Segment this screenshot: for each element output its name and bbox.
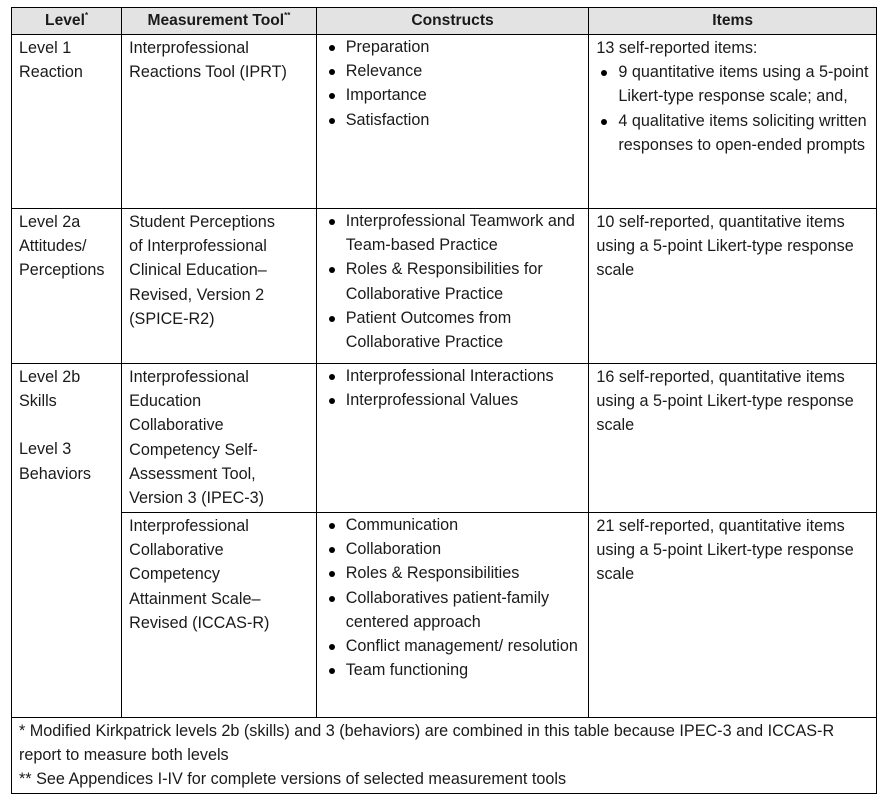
header-constructs: Constructs [316,8,589,35]
list-item: Roles & Responsibilities for Collaborative Practice [324,257,582,305]
tool-cell: Student Perceptions of Interprofessional Clinical Education– Revised, Version 2 (SPICE-R2) [122,209,317,364]
footnote-marker: * [84,11,89,20]
list-item: Patient Outcomes from Collaborative Practice [324,306,582,354]
list-item: Interprofessional Values [324,388,582,412]
list-item: Relevance [324,59,582,83]
bullet-icon [329,596,335,602]
constructs-cell [316,364,589,513]
list-item: Preparation [324,35,582,59]
list-item: 4 qualitative items soliciting written responses to open-ended prompts [596,109,869,157]
list-item: 9 quantitative items using a 5-point Likert-type response scale; and, [596,60,869,108]
constructs-cell [316,35,589,209]
measurement-tools-table [11,7,877,794]
list-item: Communication [324,513,582,537]
table-row [12,364,877,513]
tool-cell: Interprofessional Reactions Tool (IPRT) [122,35,317,209]
list-item: Team functioning [324,658,582,682]
table-row [12,513,877,718]
constructs-cell [316,513,589,718]
bullet-icon [329,374,335,380]
items-cell: 21 self-reported, quantitative items using a 5-point Likert-type response scale [589,513,877,718]
list-item: Importance [324,83,582,107]
footnote-levels: * Modified Kirkpatrick levels 2b (skills) and 3 (behaviors) are combined in this table because IPEC-3 and ICCAS-R report to measure both levels [19,722,835,764]
tool-cell: Interprofessional Collaborative Competency Attainment Scale– Revised (ICCAS-R) [122,513,317,718]
footnote-appendices: ** See Appendices I-IV for complete versions of selected measurement tools [19,770,567,788]
header-measurement-tool: Measurement Tool** [122,8,317,35]
level-cell: Level 2b Skills Level 3 Behaviors [12,364,122,718]
bullet-icon [329,267,335,273]
list-item: Collaboratives patient-family centered approach [324,586,582,634]
items-cell: 16 self-reported, quantitative items using a 5-point Likert-type response scale [589,364,877,513]
footnote-marker: ** [284,11,291,20]
list-item: Collaboration [324,537,582,561]
bullet-icon [329,45,335,51]
table-row [12,35,877,209]
bullet-icon [329,668,335,674]
bullet-icon [329,219,335,225]
bullet-icon [329,118,335,124]
list-item: Interprofessional Teamwork and Team-based Practice [324,209,582,257]
items-cell: 10 self-reported, quantitative items using a 5-point Likert-type response scale [589,209,877,364]
bullet-icon [329,523,335,529]
footnote-row [12,718,877,794]
bullet-icon [329,547,335,553]
header-row [12,8,877,35]
table-row [12,209,877,364]
list-item: Roles & Responsibilities [324,561,582,585]
bullet-icon [329,644,335,650]
list-item: Interprofessional Interactions [324,364,582,388]
tool-cell: Interprofessional Education Collaborative Competency Self- Assessment Tool, Version 3 (IPEC-3) [122,364,317,513]
header-items: Items [589,8,877,35]
bullet-icon [329,93,335,99]
level-cell: Level 2a Attitudes/ Perceptions [12,209,122,364]
footnotes-cell [12,718,877,794]
items-cell: 13 self-reported items: 9 quantitative items using a 5-point Likert-type response scale; and, 4 qualitative items soliciting written responses to open-ended prompts [589,35,877,209]
bullet-icon [329,69,335,75]
bullet-icon [329,571,335,577]
level-cell: Level 1 Reaction [12,35,122,209]
bullet-icon [601,70,607,76]
constructs-cell [316,209,589,364]
list-item: Satisfaction [324,108,582,132]
bullet-icon [329,398,335,404]
bullet-icon [601,119,607,125]
bullet-icon [329,316,335,322]
list-item: Conflict management/ resolution [324,634,582,658]
header-level: Level* [12,8,122,35]
